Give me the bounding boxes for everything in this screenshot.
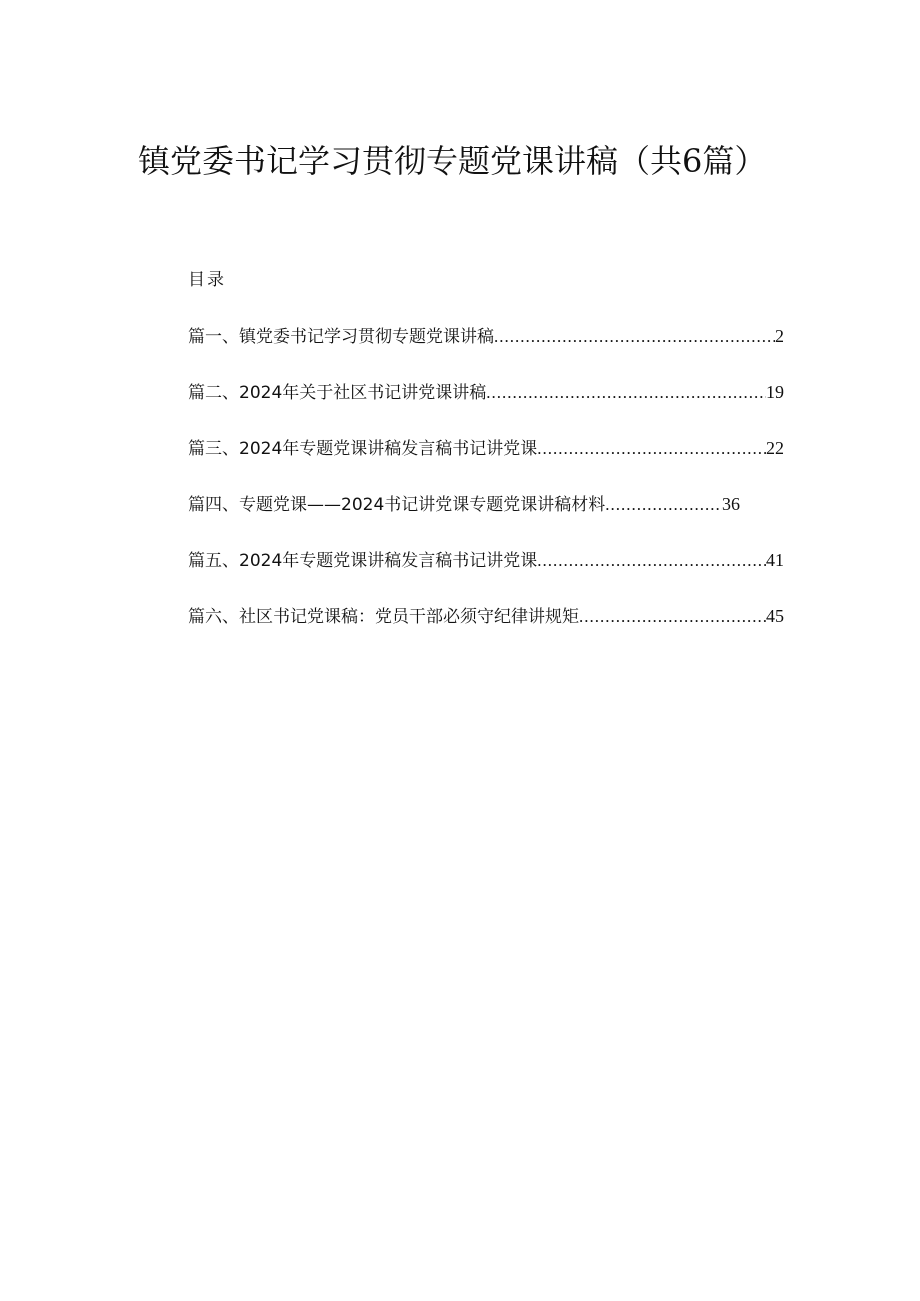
toc-entry-label: 篇六、 xyxy=(188,607,239,627)
toc-entry-title: 专题党课——2024书记讲党课专题党课讲稿材料 xyxy=(239,495,606,515)
toc-entry-title: 社区书记党课稿：党员干部必须守纪律讲规矩 xyxy=(239,607,579,627)
toc-entry-label: 篇二、 xyxy=(188,383,239,403)
toc-dot-leader xyxy=(537,435,766,463)
toc-entry-6[interactable] xyxy=(188,602,784,630)
toc-dot-leader xyxy=(537,547,766,575)
document-title: 镇党委书记学习贯彻专题党课讲稿（共6篇） xyxy=(138,142,767,180)
toc-entry-title: 2024年专题党课讲稿发言稿书记讲党课 xyxy=(239,439,538,459)
toc-entry-page: 2 xyxy=(775,326,784,346)
toc-entry-1[interactable] xyxy=(188,322,784,350)
toc-entry-page: 45 xyxy=(766,606,784,626)
toc-entry-5[interactable] xyxy=(188,546,784,574)
toc-entry-page: 22 xyxy=(766,438,784,458)
toc-entry-page: 19 xyxy=(766,382,784,402)
toc-list xyxy=(188,322,784,658)
toc-entry-title: 2024年专题党课讲稿发言稿书记讲党课 xyxy=(239,551,538,571)
toc-entry-2[interactable] xyxy=(188,378,784,406)
toc-dot-leader xyxy=(579,603,766,631)
toc-entry-label: 篇三、 xyxy=(188,439,239,459)
toc-entry-page: 41 xyxy=(766,550,784,570)
toc-entry-label: 篇五、 xyxy=(188,551,239,571)
toc-entry-page: 36 xyxy=(722,494,740,514)
toc-dot-leader xyxy=(494,323,775,351)
toc-entry-title: 镇党委书记学习贯彻专题党课讲稿 xyxy=(239,327,494,347)
toc-entry-4[interactable] xyxy=(188,490,740,518)
toc-dot-leader xyxy=(486,379,766,407)
toc-entry-label: 篇一、 xyxy=(188,327,239,347)
toc-heading: 目录 xyxy=(188,270,226,290)
toc-entry-title: 2024年关于社区书记讲党课讲稿 xyxy=(239,383,487,403)
toc-entry-label: 篇四、 xyxy=(188,495,239,515)
toc-dot-leader xyxy=(605,491,722,519)
toc-entry-3[interactable] xyxy=(188,434,784,462)
